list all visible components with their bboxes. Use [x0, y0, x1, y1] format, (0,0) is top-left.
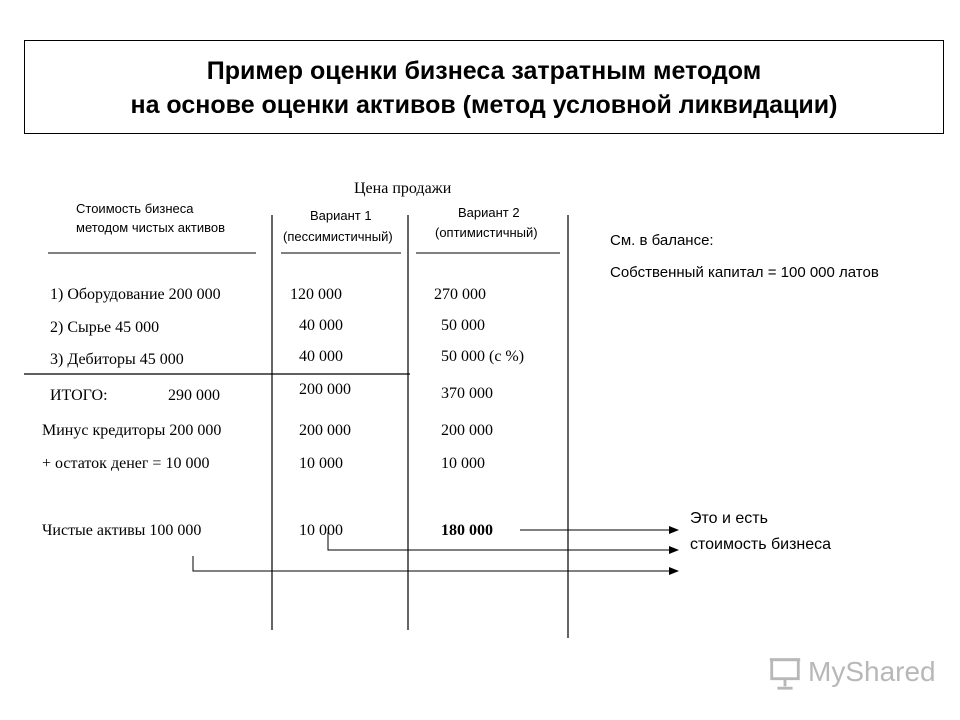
row-debtors-label: 3) Дебиторы 45 000 [50, 351, 184, 368]
net-assets-label: Чистые активы 100 000 [42, 522, 202, 539]
watermark-text: MyShared [808, 656, 936, 687]
v2-header-line1: Вариант 2 [458, 205, 520, 220]
title-line-2: на основе оценки активов (метод условной ликвидации) [130, 91, 838, 119]
row-equipment-v2: 270 000 [434, 286, 486, 303]
row-equipment-label: 1) Оборудование 200 000 [50, 286, 221, 303]
creditors-v2: 200 000 [441, 422, 493, 439]
balance-note-line1: См. в балансе: [610, 232, 714, 249]
row-equipment-v1: 120 000 [290, 286, 342, 303]
v2-header-line2: (оптимистичный) [435, 225, 538, 240]
v1-header-line1: Вариант 1 [310, 208, 372, 223]
row-raw-v2: 50 000 [441, 317, 485, 334]
row-debtors-v2: 50 000 (с %) [441, 348, 525, 365]
net-assets-v2: 180 000 [441, 522, 493, 539]
total-v2: 370 000 [441, 385, 493, 402]
cash-label: + остаток денег = 10 000 [42, 455, 210, 472]
cash-v1: 10 000 [299, 455, 343, 472]
cash-v2: 10 000 [441, 455, 485, 472]
total-value: 290 000 [168, 387, 220, 404]
col1-header-line2: методом чистых активов [76, 220, 225, 235]
col1-header-line1: Стоимость бизнеса [76, 201, 194, 216]
total-v1: 200 000 [299, 381, 351, 398]
net-assets-v1: 10 000 [299, 522, 343, 539]
sale-price-header: Цена продажи [354, 180, 452, 197]
creditors-v1: 200 000 [299, 422, 351, 439]
balance-note-line2: Собственный капитал = 100 000 латов [610, 264, 879, 281]
row-debtors-v1: 40 000 [299, 348, 343, 365]
row-raw-v1: 40 000 [299, 317, 343, 334]
v1-header-line2: (пессимистичный) [283, 229, 393, 244]
creditors-label: Минус кредиторы 200 000 [42, 422, 222, 439]
conclusion-line2: стоимость бизнеса [690, 536, 832, 553]
title-line-1: Пример оценки бизнеса затратным методом [206, 57, 762, 85]
conclusion-line1: Это и есть [690, 510, 768, 527]
projector-screen-icon [766, 654, 804, 692]
row-raw-label: 2) Сырье 45 000 [50, 319, 160, 336]
total-label: ИТОГО: [50, 387, 108, 404]
